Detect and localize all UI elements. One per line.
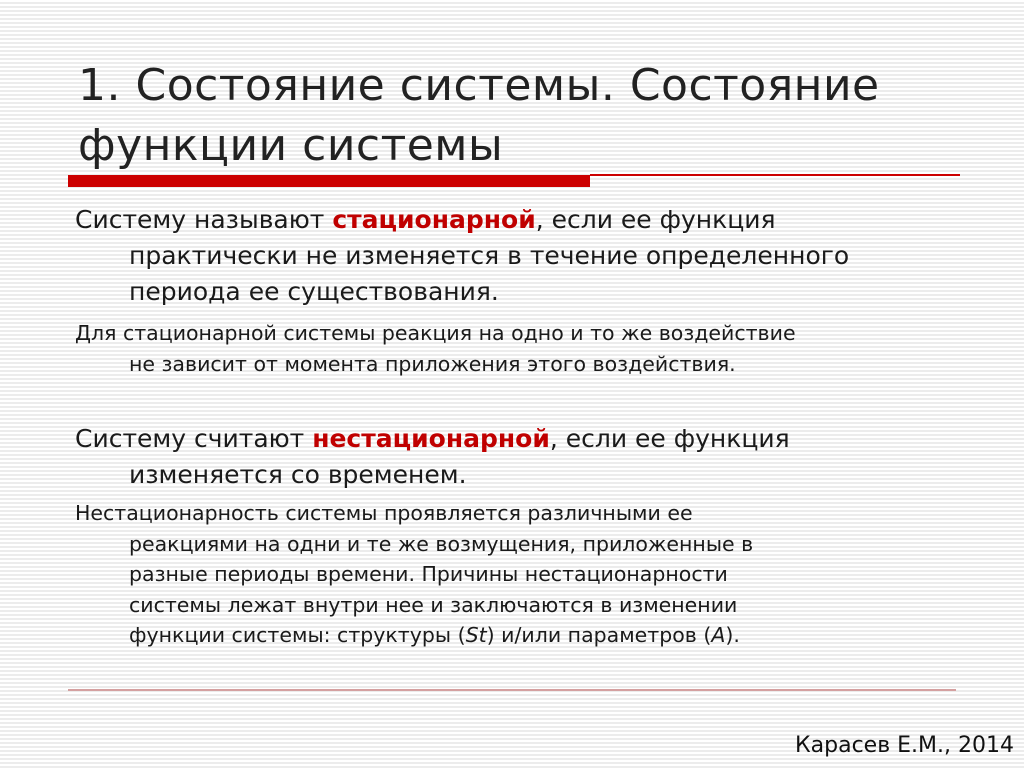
highlight-term-nonstationary: нестационарной: [312, 424, 550, 453]
paragraph-line: изменяется со временем.: [129, 460, 467, 489]
footer-author: Карасев Е.М., 2014: [795, 733, 1014, 758]
symbol-st: St: [465, 623, 487, 647]
text-run: функции системы: структуры (: [129, 623, 466, 647]
paragraph-line: разные периоды времени. Причины нестационарности: [129, 562, 728, 586]
text-run: , если ее функция: [549, 424, 790, 453]
title-underline-thick: [68, 175, 590, 187]
text-run: Систему считают: [75, 424, 313, 453]
paragraph-line: практически не изменяется в течение определенного: [129, 241, 850, 270]
highlight-term-stationary: стационарной: [332, 205, 536, 234]
paragraph-stationary-definition: [75, 202, 955, 310]
text-run: , если ее функция: [535, 205, 776, 234]
footer-divider: [68, 689, 956, 691]
paragraph-line: [75, 620, 955, 651]
text-run: ).: [725, 623, 740, 647]
paragraph-line: Нестационарность системы проявляется различными ее: [75, 501, 693, 525]
paragraph-line: реакциями на одни и те же возмущения, приложенные в: [129, 531, 754, 556]
paragraph-line: Для стационарной системы реакция на одно и то же воздействие: [75, 321, 796, 345]
paragraph-line: [75, 421, 955, 457]
title-underline-thin: [590, 174, 960, 176]
paragraph-stationary-note: [75, 318, 955, 379]
slide-title-line2: функции системы: [78, 120, 504, 171]
slide-title-line1: 1. Состояние системы. Состояние: [78, 60, 880, 111]
slide-title: [78, 56, 978, 176]
paragraph-line: не зависит от момента приложения этого воздействия.: [129, 351, 736, 376]
paragraph-line: системы лежат внутри нее и заключаются в изменении: [129, 592, 738, 617]
symbol-a: A: [711, 623, 726, 647]
text-run: ) и/или параметров (: [486, 623, 712, 647]
text-run: Систему называют: [75, 205, 333, 234]
paragraph-nonstationary-definition: [75, 421, 955, 493]
paragraph-nonstationary-note: [75, 498, 955, 651]
paragraph-line: [75, 202, 955, 238]
paragraph-line: периода ее существования.: [129, 277, 499, 306]
